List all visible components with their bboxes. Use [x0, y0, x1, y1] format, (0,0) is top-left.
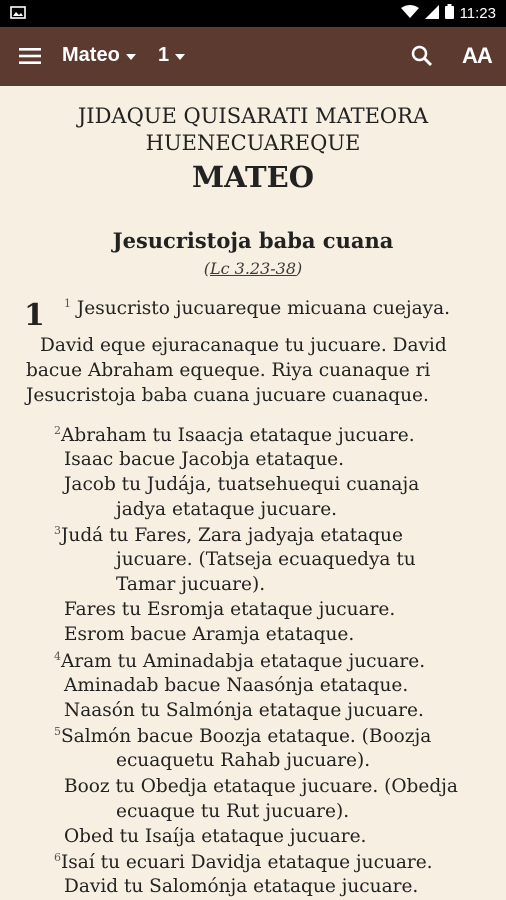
verse-line-text: David eque ejuracanaque tu jucuare. David [40, 335, 447, 356]
book-long-title-line1: JIDAQUE QUISARATI MATEORA [77, 104, 429, 128]
verse-line [64, 700, 424, 721]
verse-line-text: Salmón bacue Boozja etataque. (Boozja [61, 726, 432, 748]
signal-icon [425, 5, 439, 23]
verse-line [116, 549, 416, 570]
ref-open-paren: ( [203, 259, 210, 278]
verse-number: 1 [64, 297, 71, 310]
verse-line-text: Jesucristo jucuareque micuana cuejaya. [76, 298, 451, 320]
font-size-icon[interactable]: AA [462, 43, 492, 68]
verse-line [26, 360, 430, 381]
verse-line [64, 297, 450, 319]
verse-line [64, 624, 354, 645]
section-heading: Jesucristoja baba cuana [112, 228, 394, 253]
verse-number: 6 [54, 851, 61, 864]
verse-line-text: Tamar jucuare). [116, 574, 266, 595]
verse-line [64, 474, 419, 495]
verse-line [40, 335, 447, 356]
chevron-down-icon [175, 54, 185, 60]
verse-line [54, 524, 403, 546]
wifi-icon [401, 5, 419, 23]
chapter-selector[interactable] [158, 44, 185, 67]
chevron-down-icon [126, 54, 136, 60]
verse-line-text: jucuare. (Tatseja ecuaquedya tu [116, 549, 416, 570]
verse-line [64, 449, 344, 470]
verse-line-text: Aminadab bacue Naasónja etataque. [64, 675, 409, 696]
verse-line-text: ecuaquetu Rahab jucuare). [116, 750, 371, 771]
battery-icon [445, 4, 454, 23]
verse-line [54, 851, 433, 873]
status-icons [401, 4, 496, 23]
verse-line-text: Esrom bacue Aramja etataque. [64, 624, 355, 645]
verse-line-text: Isaac bacue Jacobja etataque. [64, 449, 344, 470]
verse-line-text: David tu Salomónja etataque jucuare. [64, 876, 419, 897]
verse-line [116, 750, 370, 771]
verse-line-text: Booz tu Obedja etataque jucuare. (Obedja [64, 776, 458, 797]
verse-line [54, 725, 431, 747]
verse-line-text: jadya etataque jucuare. [116, 499, 338, 520]
verse-line-text: bacue Abraham equeque. Riya cuanaque ri [26, 360, 431, 381]
verse-line-text: Aram tu Aminadabja etataque jucuare. [61, 651, 426, 673]
verse-line [54, 650, 425, 672]
verse-line-text: Judá tu Fares, Zara jadyaja etataque [61, 525, 403, 547]
verse-line-text: Jesucristoja baba cuana jucuare cuanaque. [26, 385, 429, 406]
verse-line [116, 801, 349, 822]
verse-number: 4 [54, 650, 61, 663]
book-long-title-line2: HUENECUAREQUE [145, 131, 361, 155]
verse-line-text: ecuaque tu Rut jucuare). [116, 801, 350, 822]
book-title: MATEO [192, 160, 314, 194]
verse-number: 5 [54, 725, 61, 738]
verse-line [64, 675, 408, 696]
verse-line-text: Fares tu Esromja etataque jucuare. [64, 599, 396, 620]
verse-line [64, 776, 458, 797]
status-time: 11:23 [459, 5, 496, 22]
verse-line [26, 385, 429, 406]
book-selector[interactable] [62, 44, 136, 67]
verse-line-text: Obed tu Isaíja etataque jucuare. [64, 826, 367, 847]
cross-reference-link[interactable]: Lc 3.23-38 [209, 259, 297, 278]
verse-line [64, 876, 418, 897]
verse-line [116, 499, 337, 520]
menu-icon[interactable] [19, 45, 41, 67]
cross-reference[interactable] [0, 259, 506, 278]
status-bar [0, 0, 506, 27]
chapter-value: 1 [158, 44, 170, 66]
verse-line-text: Jacob tu Judája, tuatsehuequi cuanaja [64, 474, 420, 495]
book-name: Mateo [62, 44, 120, 66]
verse-number: 2 [54, 424, 61, 437]
chapter-number: 1 [24, 298, 45, 333]
verse-line [64, 826, 366, 847]
verse-line-text: Isaí tu ecuari Davidja etataque jucuare. [61, 852, 433, 874]
verse-line [64, 599, 395, 620]
verse-line [54, 424, 415, 446]
verse-number: 3 [54, 524, 61, 537]
app-bar [0, 27, 506, 86]
verse-line-text: Abraham tu Isaacja etataque jucuare. [61, 425, 415, 447]
gallery-notification-icon [10, 6, 26, 24]
verse-line [116, 574, 265, 595]
ref-close-paren: ) [296, 259, 303, 278]
verse-line-text: Naasón tu Salmónja etataque jucuare. [64, 700, 424, 721]
search-icon[interactable] [410, 44, 434, 68]
